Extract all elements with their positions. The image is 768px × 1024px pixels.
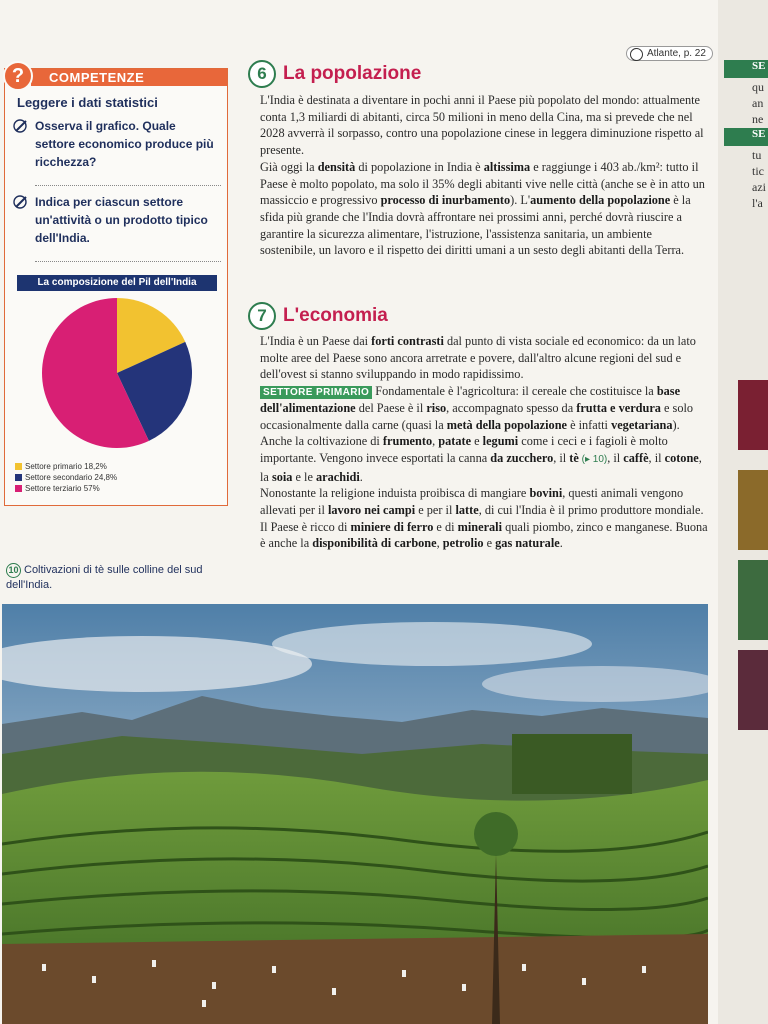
section-heading	[248, 60, 421, 88]
section-6-body	[260, 92, 708, 259]
legend-item	[15, 483, 117, 494]
legend-label: Settore secondario 24,8%	[25, 473, 118, 482]
legend-swatch	[15, 485, 22, 492]
section-7-body	[260, 333, 708, 552]
answer-line[interactable]	[35, 185, 221, 186]
pencil-icon	[13, 195, 29, 209]
color-band	[738, 470, 768, 550]
chart-title: La composizione del Pil dell'India	[17, 275, 217, 291]
atlante-label: Atlante, p. 22	[647, 48, 706, 59]
globe-icon	[630, 48, 643, 61]
legend-swatch	[15, 463, 22, 470]
competenze-box	[4, 65, 228, 506]
tea-plantation-photo	[2, 604, 708, 1024]
answer-line[interactable]	[35, 261, 221, 262]
paragraph: SETTORE PRIMARIO Fondamentale è l'agricoltura: il cereale che costituisce la base dell'alimentazione del Paese è il riso, accompagnato spesso da frutta e verdura e solo occasionalmente dalla carne (quasi la metà della popolazione è infatti vegetariana). Anche la coltivazione di frumento, patate e legumi come i ceci e i fagioli è molto importante. Vengono invece esportati la canna da zucchero, il tè (▸ 10), il caffè, il cotone, la soia e le arachidi.	[260, 384, 702, 484]
sector-label: SETTORE PRIMARIO	[260, 386, 372, 399]
legend-label: Settore primario 18,2%	[25, 462, 107, 471]
section-number: 7	[248, 302, 276, 330]
section-title: L'economia	[283, 305, 388, 326]
paragraph: Nonostante la religione induista proibisca di mangiare bovini, questi animali vengono allevati per il lavoro nei campi e per il latte, di cui l'India è il primo produttore mondiale.	[260, 486, 704, 518]
paragraph: Già oggi la densità di popolazione in India è altissima e raggiunge i 403 ab./km²: tutto il Paese è molto popolato, ma solo il 35% degli abitanti vive nelle città (anche se è in atto un massiccio e progressivo processo di inurbamento). L'aumento della popolazione è la sfida più grande che l'India dovrà affrontare nei prossimi anni, perché dovrà riuscire a garantire la sicurezza alimentare, l'istruzione, l'assistenza sanitaria, un ambiente sostenibile, un lavoro e il rispetto dei diritti umani a un sesto degli abitanti della Terra.	[260, 159, 705, 258]
paragraph: L'India è un Paese dai forti contrasti dal punto di vista sociale ed economico: da un lato molte aree del Paese sono ancora arretrate e povere, dall'altro alcune regioni del sud e dell'ovest si stanno sviluppando in modo rapidissimo.	[260, 334, 696, 382]
color-band	[738, 560, 768, 640]
adjacent-page-edge: SE qu an ne SE tu tic azi l'a	[718, 0, 768, 1024]
atlante-reference[interactable]	[626, 46, 713, 61]
task-item	[13, 117, 219, 171]
chart-legend	[15, 461, 117, 494]
legend-item	[15, 461, 117, 472]
paragraph: Il Paese è ricco di miniere di ferro e di minerali quali piombo, zinco e manganese. Buona è anche la disponibilità di carbone, petrolio e gas naturale.	[260, 519, 708, 551]
color-band	[738, 650, 768, 730]
pie-chart	[39, 295, 195, 451]
section-heading	[248, 302, 388, 330]
pencil-icon	[13, 119, 29, 133]
paragraph: L'India è destinata a diventare in pochi anni il Paese più popolato del mondo: attualmente conta 1,3 miliardi di abitanti, circa 50 milioni in meno della Cina, ma si prevede che nel 2028 avverrà il sorpasso, contro una popolazione cinese in leggera diminuzione rispetto al presente.	[260, 93, 704, 158]
competenze-header	[31, 69, 227, 86]
competenze-subtitle: Leggere i dati statistici	[17, 95, 158, 110]
color-band	[738, 380, 768, 450]
legend-swatch	[15, 474, 22, 481]
figure-reference[interactable]: (▸ 10)	[578, 453, 608, 465]
section-title: La popolazione	[283, 63, 422, 84]
task-text: Osserva il grafico. Quale settore economico produce più ricchezza?	[35, 119, 214, 169]
task-text: Indica per ciascun settore un'attività o un prodotto tipico dell'India.	[35, 195, 208, 245]
question-mark-icon: ?	[3, 61, 33, 91]
caption-number: 10	[6, 563, 21, 578]
section-number: 6	[248, 60, 276, 88]
caption-text: Coltivazioni di tè sulle colline del sud dell'India.	[6, 564, 203, 591]
photo-caption	[6, 563, 206, 592]
task-item	[13, 193, 219, 247]
legend-label: Settore terziario 57%	[25, 484, 100, 493]
legend-item	[15, 472, 117, 483]
competenze-title: COMPETENZE	[49, 70, 145, 85]
